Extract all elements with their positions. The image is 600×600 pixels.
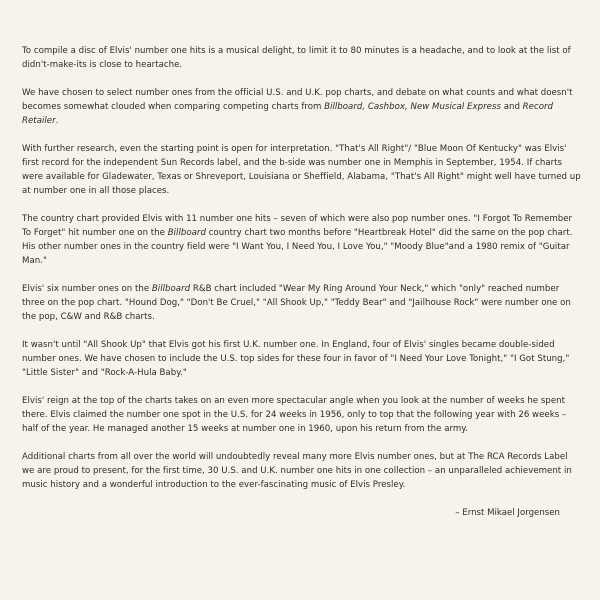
text-segment: We have chosen to select number ones from the official U.S. and U.K. pop charts, and debate on what counts and what doesn't becomes somewhat clouded when comparing competing charts from — [22, 88, 573, 112]
text-segment: Elvis' reign at the top of the charts takes on an even more spectacular angle when you look at the number of weeks he spent there. Elvis claimed the number one spot in the U.S. for 24 weeks in 1956, only to top that the following year with 26 weeks – half of the year. He managed another 15 weeks at number one in 1960, upon his return from the army. — [22, 396, 567, 434]
author-signature: – Ernst Mikael Jorgensen — [455, 508, 560, 518]
text-segment: To compile a disc of Elvis' number one hits is a musical delight, to limit it to 80 minutes is a headache, and to look at the list of didn't-make-its is close to heartache. — [22, 46, 571, 70]
text-segment: It wasn't until "All Shook Up" that Elvis got his first U.K. number one. In England, four of Elvis' singles became double-sided number ones. We have chosen to include the U.S. top sides for these four in favor of "I Need Your Love Tonight," "I Got Stung," "Little Sister" and "Rock-A-Hula Baby." — [22, 340, 570, 378]
paragraph-p6 — [22, 338, 582, 380]
text-segment: and — [500, 102, 523, 112]
paragraph-p3 — [22, 142, 582, 198]
paragraph-p2 — [22, 86, 582, 128]
paragraph-p1 — [22, 44, 582, 72]
paragraph-p7 — [22, 394, 582, 436]
italic-text: Billboard — [167, 228, 206, 238]
liner-notes-body — [22, 44, 582, 492]
italic-text: Record Retailer — [22, 102, 554, 126]
italic-text: Billboard, Cashbox, New Musical Express — [324, 102, 501, 112]
text-segment: R&B chart included "Wear My Ring Around Your Neck," which "only" reached number three on the pop chart. "Hound Dog," "Don't Be Cruel," "All Shook Up," "Teddy Bear" and "Jailhouse Rock" were number one on the pop, C&W and R&B charts. — [22, 284, 571, 322]
text-segment: Additional charts from all over the world will undoubtedly reveal many more Elvis number ones, but at The RCA Records Label we are proud to present, for the first time, 30 U.S. and U.K. number one hits in one collection – an unparalleled achievement in music history and a wonderful introduction to the ever-fascinating music of Elvis Presley. — [22, 452, 572, 490]
paragraph-p8 — [22, 450, 582, 492]
italic-text: Billboard — [151, 284, 191, 294]
text-segment: The country chart provided Elvis with 11 number one hits – seven of which were also pop number ones. "I Forgot To Remember To Forget" hit number one on the — [22, 214, 573, 238]
text-segment: . — [55, 116, 59, 126]
text-segment: With further research, even the starting point is open for interpretation. "That's All Right"/ "Blue Moon Of Kentucky" was Elvis' first record for the independent Sun Records label, and the b-side was number one in Memphis in September, 1954. If charts were available for Gladewater, Texas or Shreveport, Louisiana or Sheffield, Alabama, "That's All Right" might well have turned up at number one in all those places. — [22, 144, 581, 196]
paragraph-p4 — [22, 212, 582, 268]
text-segment: Elvis' six number ones on the — [22, 284, 152, 294]
text-segment: country chart two months before "Heartbreak Hotel" did the same on the pop chart. His other number ones in the country field were "I Want You, I Need You, I Love You," "Moody Blue"and a 1980 remix of "Guitar Man." — [22, 228, 573, 266]
paragraph-p5 — [22, 282, 582, 324]
